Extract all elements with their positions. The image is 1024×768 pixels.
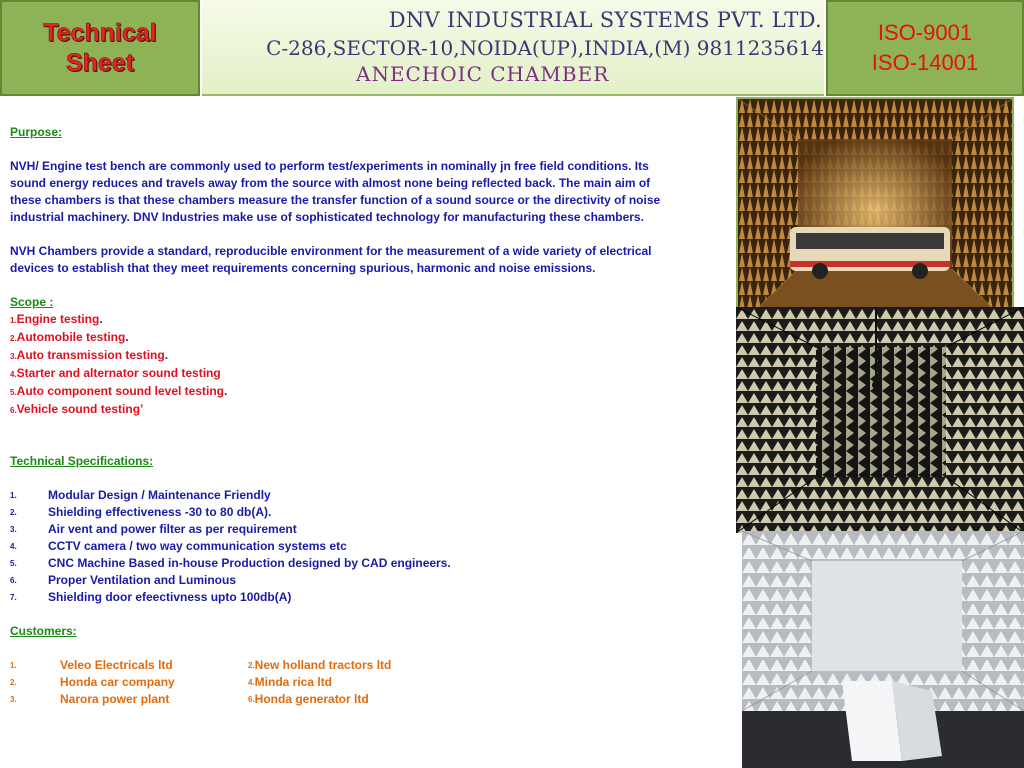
badge-line-2: Sheet — [65, 49, 135, 77]
spec-item: 3. Air vent and power filter as per requirement — [10, 522, 297, 536]
iso-9001-label: ISO-9001 — [877, 20, 973, 45]
spec-item: 1. Modular Design / Maintenance Friendly — [10, 488, 271, 502]
spec-item: 6. Proper Ventilation and Luminous — [10, 573, 237, 587]
customer-row: 1. Veleo Electricals ltd 2. New holland tractors ltd — [10, 658, 392, 672]
scope-item: 5.Auto component sound level testing. — [10, 384, 228, 398]
specs-heading: Technical Specifications: — [10, 454, 154, 468]
scope-item: 4.Starter and alternator sound testing — [10, 366, 221, 380]
customer-row: 3. Narora power plant 6. Honda generator ltd — [10, 692, 369, 706]
iso-14001-label: ISO-14001 — [871, 50, 979, 75]
company-address: C-286,SECTOR-10,NOIDA(UP),INDIA,(M) 9811235614 — [266, 36, 824, 60]
scope-item: 2.Automobile testing. — [10, 330, 129, 344]
purpose-heading: Purpose: — [10, 125, 63, 139]
purpose-line: these chambers is that these chambers measure the transfer function of a sound source or the directivity of noise — [10, 193, 661, 207]
spec-item: 7. Shielding door efeectivness upto 100db(A) — [10, 590, 292, 604]
purpose-line: industrial machinery. DNV Industries make use of sophisticated technology for manufacturing these chambers. — [10, 210, 644, 224]
dark-chamber-photo — [736, 307, 1024, 533]
scope-item: 3.Auto transmission testing. — [10, 348, 169, 362]
company-header — [202, 0, 824, 96]
purpose-line: NVH Chambers provide a standard, reproducible environment for the measurement of a wide variety of electrical — [10, 244, 652, 258]
customer-row: 2. Honda car company 4. Minda rica ltd — [10, 675, 333, 689]
purpose-line: devices to establish that they meet requirements concerning spurious, harmonic and noise emissions. — [10, 261, 596, 275]
spec-item: 4. CCTV camera / two way communication systems etc — [10, 539, 347, 553]
iso-badge — [826, 0, 1024, 96]
scope-item: 6.Vehicle sound testing’ — [10, 402, 144, 416]
product-title: ANECHOIC CHAMBER — [356, 62, 610, 86]
company-name: DNV INDUSTRIAL SYSTEMS PVT. LTD. — [388, 8, 822, 32]
scope-item: 1.Engine testing. — [10, 312, 103, 326]
scope-heading: Scope : — [10, 295, 54, 309]
white-chamber-photo — [742, 531, 1024, 768]
customers-heading: Customers: — [10, 624, 77, 638]
purpose-line: NVH/ Engine test bench are commonly used to perform test/experiments in nominally jn free field conditions. Its — [10, 159, 649, 173]
technical-sheet-badge — [0, 0, 200, 96]
bus-chamber-photo — [736, 97, 1014, 329]
spec-item: 2. Shielding effectiveness -30 to 80 db(A). — [10, 505, 272, 519]
purpose-line: sound energy reduces and travels away from the source with almost none being reflected back. The main aim of — [10, 176, 651, 190]
sheet-body — [10, 124, 732, 708]
spec-item: 5. CNC Machine Based in-house Production designed by CAD engineers. — [10, 556, 451, 570]
badge-line-1: Technical — [43, 19, 157, 47]
